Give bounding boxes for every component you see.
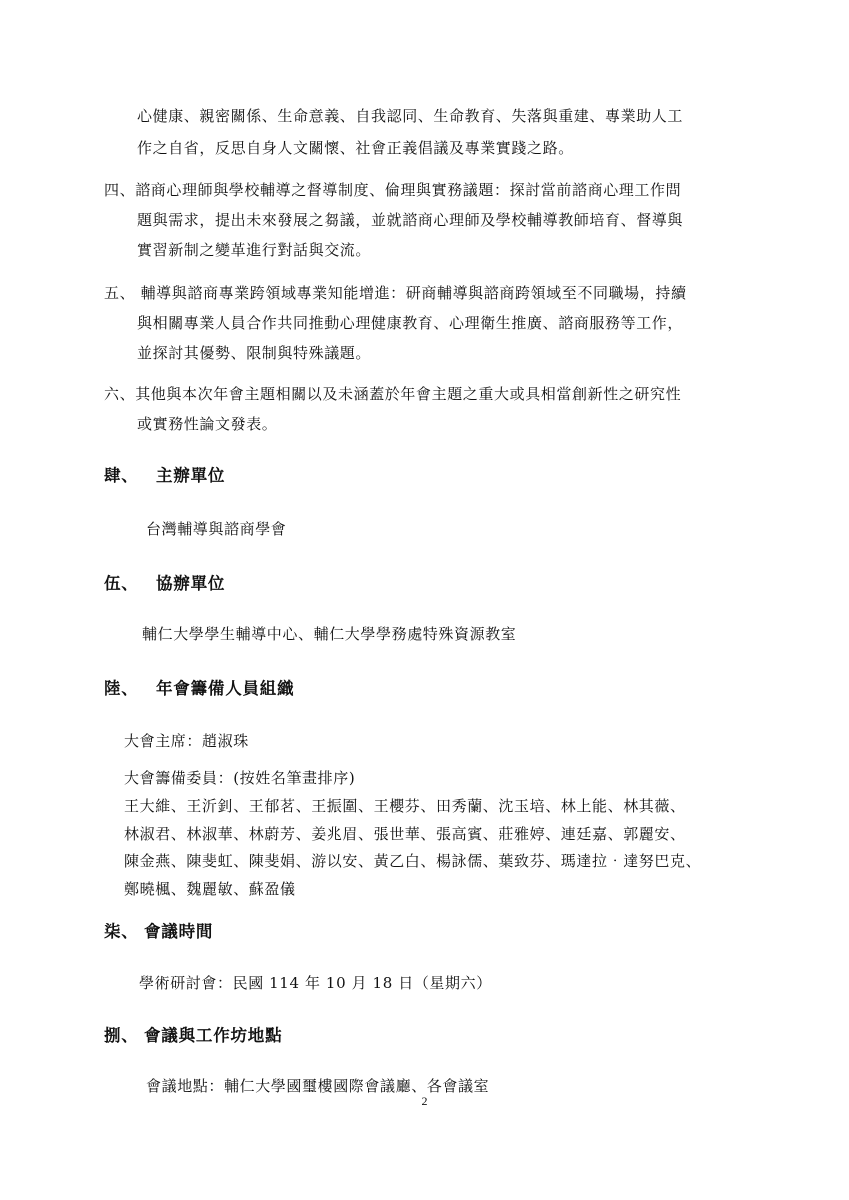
conference-date: 學術研討會：民國 114 年 10 月 18 日（星期六） xyxy=(139,974,492,992)
section-heading-co-organizer xyxy=(104,573,225,595)
section-number: 伍、 xyxy=(104,574,139,593)
topic5-line-1: 五、 輔導與諮商專業跨領域專業知能增進：研商輔導與諮商跨領域至不同職場，持續 xyxy=(104,284,687,302)
committee-members-line-3: 陳金燕、陳斐虹、陳斐娟、游以安、黃乙白、楊詠儒、葉致芬、瑪達拉‧達努巴克、 xyxy=(124,852,702,870)
page-number: 2 xyxy=(421,1094,428,1108)
topic6-line-1: 六、其他與本次年會主題相關以及未涵蓋於年會主題之重大或具相當創新性之研究性 xyxy=(104,385,682,403)
co-organizers: 輔仁大學學生輔導中心、輔仁大學學務處特殊資源教室 xyxy=(142,625,517,643)
committee-label: 大會籌備委員：(按姓名筆畫排序) xyxy=(124,769,356,787)
topic6-line-2: 或實務性論文發表。 xyxy=(137,415,278,433)
host-organization: 台灣輔導與諮商學會 xyxy=(146,520,287,538)
topic4-line-3: 實習新制之變革進行對話與交流。 xyxy=(137,241,372,259)
section-title: 協辦單位 xyxy=(156,574,226,593)
conference-venue: 會議地點：輔仁大學國璽樓國際會議廳、各會議室 xyxy=(146,1077,490,1095)
committee-members-line-1: 王大維、王沂釗、王郁茗、王振圍、王櫻芬、田秀蘭、沈玉培、林上能、林其薇、 xyxy=(124,797,686,815)
section-heading-committee xyxy=(104,678,294,700)
section-title: 會議時間 xyxy=(144,922,214,941)
topic4-line-1: 四、諮商心理師與學校輔導之督導制度、倫理與實務議題：探討當前諮商心理工作問 xyxy=(104,181,682,199)
section-title: 年會籌備人員組織 xyxy=(156,679,295,698)
topic3-line-1: 心健康、親密關係、生命意義、自我認同、生命教育、失落與重建、專業助人工 xyxy=(137,107,684,125)
topic5-line-2: 與相關專業人員合作共同推動心理健康教育、心理衛生推廣、諮商服務等工作， xyxy=(137,314,684,332)
section-title: 主辦單位 xyxy=(156,466,226,485)
conference-chair: 大會主席：趙淑珠 xyxy=(124,732,249,750)
section-number: 捌、 xyxy=(104,1026,139,1045)
topic3-line-2: 作之自省，反思自身人文關懷、社會正義倡議及專業實踐之路。 xyxy=(137,139,574,157)
topic5-line-3: 並探討其優勢、限制與特殊議題。 xyxy=(137,344,372,362)
section-title: 會議與工作坊地點 xyxy=(144,1026,283,1045)
section-number: 陸、 xyxy=(104,679,139,698)
committee-members-line-2: 林淑君、林淑華、林蔚芳、姜兆眉、張世華、張高賓、莊雅婷、連廷嘉、郭麗安、 xyxy=(124,825,686,843)
topic4-line-2: 題與需求，提出未來發展之芻議，並就諮商心理師及學校輔導教師培育、督導與 xyxy=(137,211,684,229)
section-heading-venue xyxy=(104,1025,282,1047)
committee-members-line-4: 鄭曉楓、魏麗敏、蘇盈儀 xyxy=(124,880,296,898)
section-number: 柒、 xyxy=(104,922,139,941)
section-heading-host xyxy=(104,465,225,487)
section-heading-date xyxy=(104,921,213,943)
section-number: 肆、 xyxy=(104,466,139,485)
